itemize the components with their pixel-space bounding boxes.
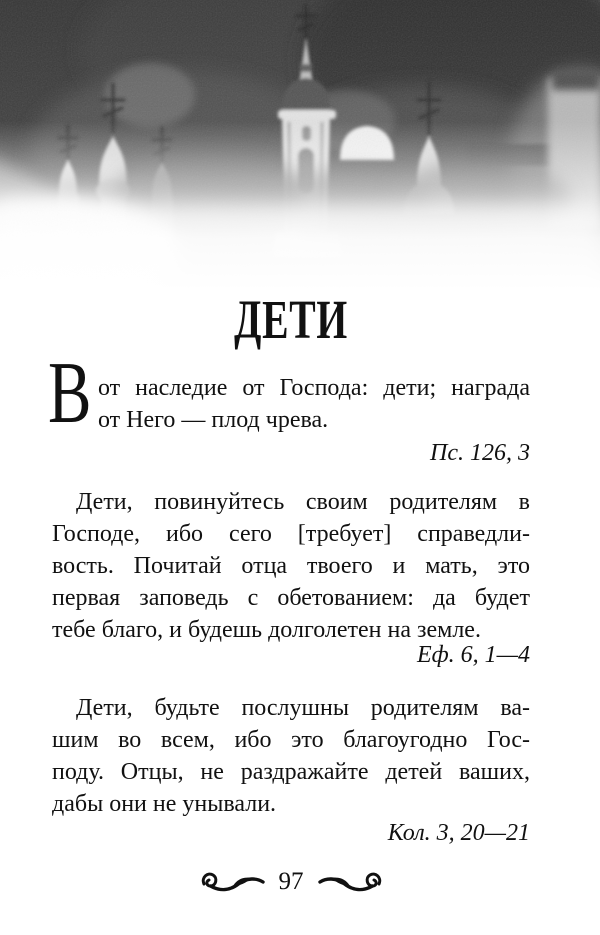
footer-ornament-right-icon bbox=[317, 869, 383, 895]
paragraph-line: тебе благо, и будешь долголетен на земле. bbox=[52, 617, 481, 643]
paragraph-line: первая заповедь с обетованием: да будет bbox=[52, 585, 530, 611]
paragraph-line: Господе, ибо сего [требует] справедли- bbox=[52, 521, 530, 547]
citation-colossians: Кол. 3, 20—21 bbox=[387, 820, 530, 846]
chapter-title-text: ДЕТИ bbox=[234, 289, 348, 350]
epigraph-line: от наследие от Господа: дети; награда bbox=[98, 375, 530, 401]
paragraph-line: вость. Почитай отца твоего и мать, это bbox=[52, 553, 530, 579]
paragraph bbox=[52, 692, 530, 820]
paragraph-line: дабы они не унывали. bbox=[52, 791, 277, 817]
chapter-title bbox=[52, 289, 530, 350]
drop-cap: В bbox=[48, 345, 92, 442]
footer-ornament-left-icon bbox=[200, 869, 266, 895]
citation-psalm: Пс. 126, 3 bbox=[430, 440, 530, 466]
paragraph-line: Дети, будьте послушны родителям ва- bbox=[76, 695, 530, 721]
paragraph-line: Дети, повинуйтесь своим родителям в bbox=[76, 489, 530, 515]
text-column bbox=[48, 0, 530, 935]
citation-ephesians: Еф. 6, 1—4 bbox=[416, 642, 530, 668]
paragraph-line: поду. Отцы, не раздражайте детей ваших, bbox=[52, 759, 530, 785]
page-number: 97 bbox=[278, 868, 304, 895]
page-footer bbox=[52, 858, 530, 906]
paragraph-line: шим во всем, ибо это благоугодно Гос- bbox=[52, 727, 530, 753]
paragraph bbox=[52, 486, 530, 646]
epigraph bbox=[48, 345, 530, 442]
epigraph-line: от Него — плод чрева. bbox=[98, 407, 329, 433]
